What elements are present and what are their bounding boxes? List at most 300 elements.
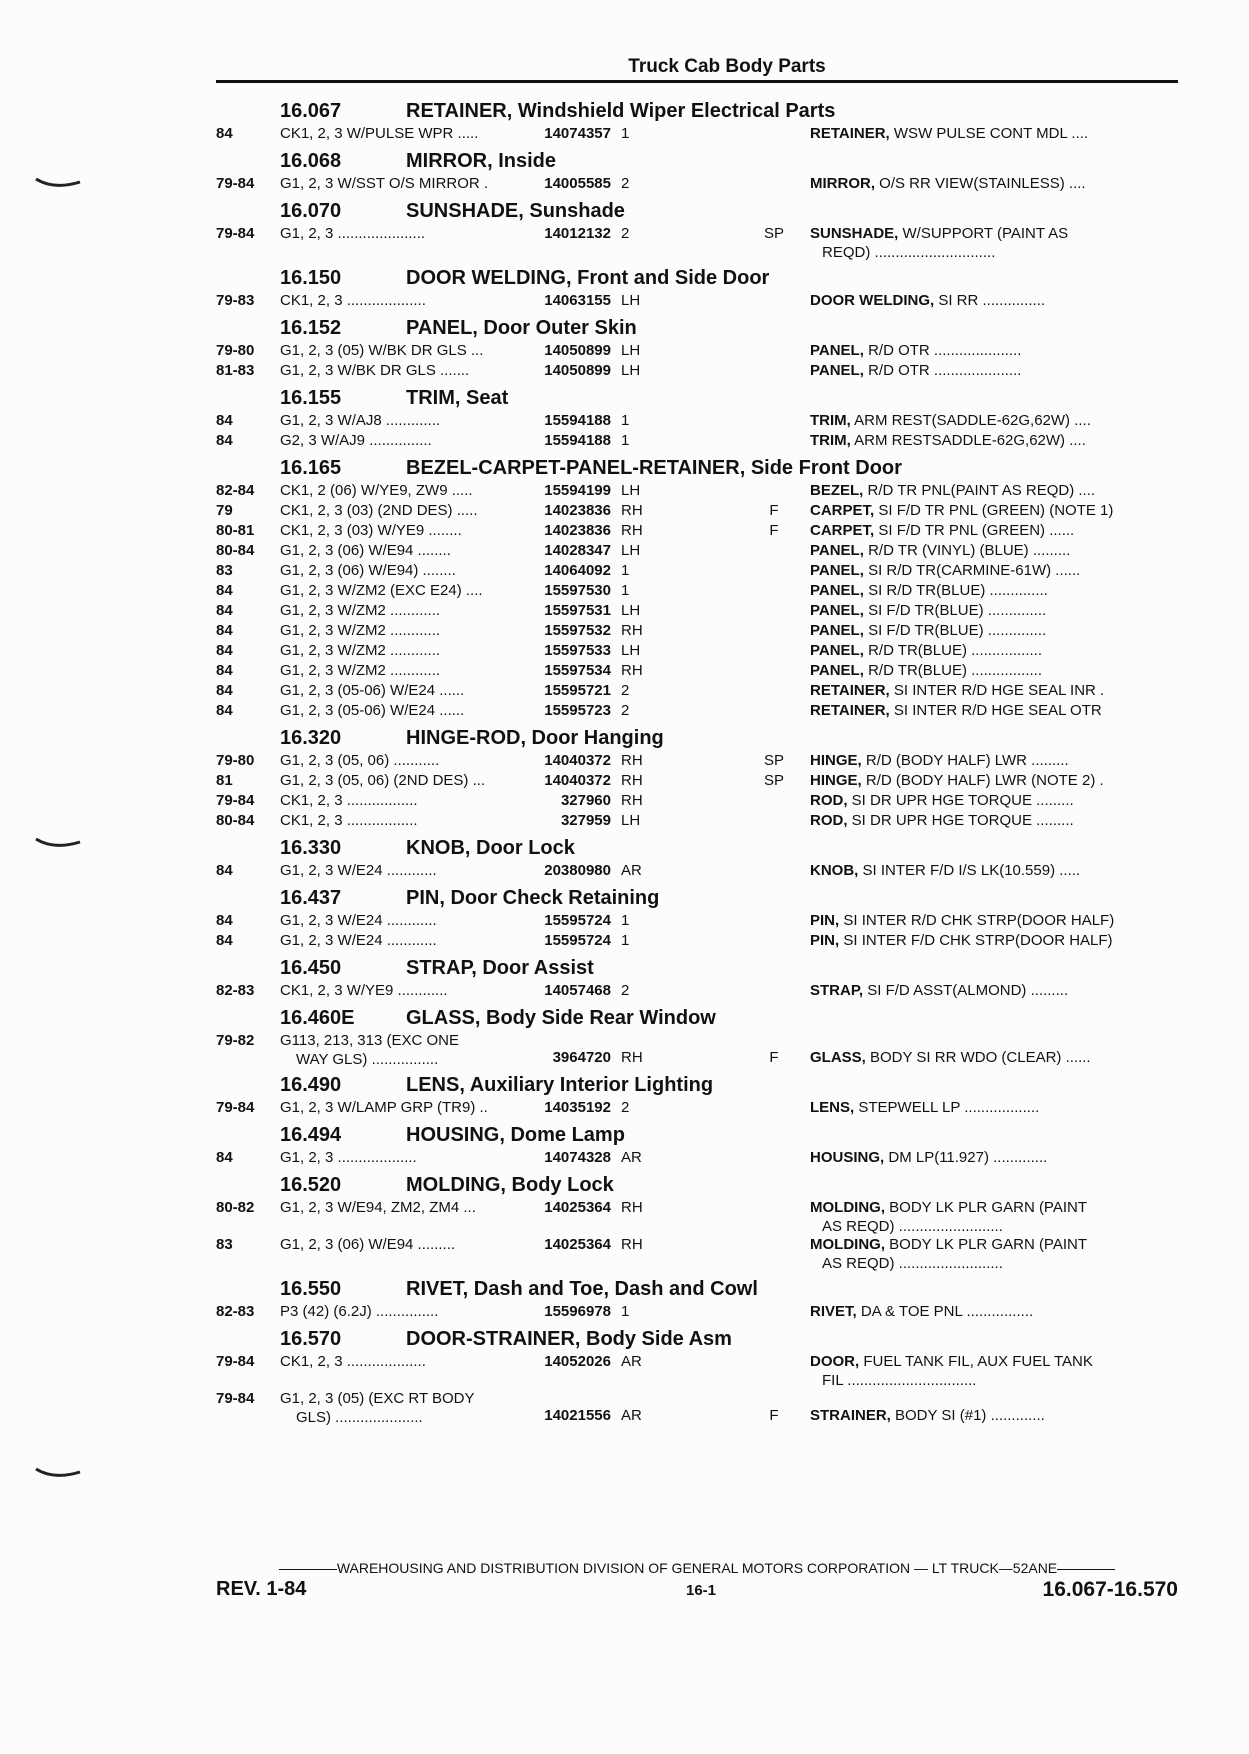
quantity: AR	[621, 862, 642, 879]
quantity: LH	[621, 292, 641, 309]
section-title: MOLDING, Body Lock	[406, 1174, 614, 1196]
usage-description: CK1, 2, 3 ...................	[280, 292, 426, 309]
part-description	[810, 124, 1180, 143]
part-description	[810, 1406, 1180, 1425]
part-name: BEZEL,	[810, 482, 864, 499]
usage-description: G1, 2, 3 W/ZM2 ............	[280, 602, 441, 619]
quantity: AR	[621, 1149, 642, 1166]
part-number: 3964720	[552, 1049, 611, 1066]
part-name-detail: R/D TR(BLUE) .................	[863, 662, 1042, 679]
section-range: 16.067-16.570	[1042, 1578, 1178, 1601]
model-years: 84	[216, 602, 233, 619]
model-years: 84	[216, 642, 233, 659]
part-name: RIVET,	[810, 1303, 857, 1320]
section-title: MIRROR, Inside	[406, 150, 557, 172]
part-name-detail: SI INTER F/D I/S LK(10.559) .....	[858, 862, 1081, 879]
section-number: 16.490	[280, 1074, 342, 1096]
part-name-detail: AS REQD) .........................	[822, 1255, 1003, 1272]
part-number: 14023836	[544, 522, 611, 539]
part-number: 15595724	[544, 912, 611, 929]
part-description	[810, 581, 1180, 600]
part-number: 15597533	[544, 642, 611, 659]
section-heading	[216, 1072, 1178, 1098]
quantity: 1	[621, 582, 630, 599]
part-name-detail: R/D (BODY HALF) LWR .........	[861, 752, 1069, 769]
usage-description: G1, 2, 3 W/E24 ............	[280, 932, 437, 949]
quantity: LH	[621, 342, 641, 359]
model-years: 82-83	[216, 1303, 255, 1320]
part-description	[810, 1098, 1180, 1117]
usage-description: G1, 2, 3 (05) W/BK DR GLS ...	[280, 342, 484, 359]
part-name: DOOR WELDING,	[810, 292, 935, 309]
usage-description: G1, 2, 3 W/ZM2 ............	[280, 642, 441, 659]
part-name-detail: SI R/D TR(CARMINE-61W) ......	[863, 562, 1081, 579]
part-name-detail: SI INTER R/D HGE SEAL OTR	[889, 702, 1102, 719]
part-row	[216, 1198, 1178, 1235]
section-title: HOUSING, Dome Lamp	[406, 1124, 625, 1146]
header-rule	[216, 80, 1178, 83]
part-name-detail: BODY LK PLR GARN (PAINT	[885, 1199, 1087, 1216]
quantity: RH	[621, 1049, 643, 1066]
quantity: 1	[621, 932, 630, 949]
section-heading	[216, 98, 1178, 124]
part-name-detail: R/D OTR .....................	[863, 342, 1022, 359]
part-name-detail: W/SUPPORT (PAINT AS	[898, 225, 1069, 242]
part-name-detail: SI F/D TR(BLUE) ..............	[863, 602, 1047, 619]
part-name: DOOR,	[810, 1353, 860, 1370]
section-heading	[216, 1172, 1178, 1198]
part-number: 14012132	[544, 225, 611, 242]
part-name: SUNSHADE,	[810, 225, 899, 242]
usage-description: G1, 2, 3 W/AJ8 .............	[280, 412, 441, 429]
part-name: STRAINER,	[810, 1407, 891, 1424]
quantity: LH	[621, 642, 641, 659]
part-name: TRIM,	[810, 412, 851, 429]
model-years: 79-84	[216, 1353, 255, 1370]
part-number: 14023836	[544, 502, 611, 519]
section-heading	[216, 835, 1178, 861]
section-title: KNOB, Door Lock	[406, 837, 575, 859]
quantity: RH	[621, 622, 643, 639]
part-name-detail: BODY SI RR WDO (CLEAR) ......	[865, 1049, 1091, 1066]
part-number: 14050899	[544, 342, 611, 359]
part-row	[216, 601, 1178, 621]
part-number: 14074328	[544, 1149, 611, 1166]
part-description	[810, 661, 1180, 680]
part-name-detail: DA & TOE PNL ................	[856, 1303, 1034, 1320]
section-title: PIN, Door Check Retaining	[406, 887, 660, 909]
quantity: 2	[621, 175, 630, 192]
usage-description: G1, 2, 3 W/E94, ZM2, ZM4 ...	[280, 1199, 476, 1216]
quantity: RH	[621, 662, 643, 679]
part-number: 15594199	[544, 482, 611, 499]
part-row	[216, 641, 1178, 661]
quantity: 2	[621, 982, 630, 999]
usage-description: CK1, 2, 3 W/YE9 ............	[280, 982, 448, 999]
part-row	[216, 681, 1178, 701]
section-title: HINGE-ROD, Door Hanging	[406, 727, 664, 749]
usage-description: P3 (42) (6.2J) ...............	[280, 1303, 439, 1320]
usage-description: G1, 2, 3 W/ZM2 ............	[280, 662, 441, 679]
part-name: PANEL,	[810, 642, 864, 659]
part-name-detail: SI INTER R/D CHK STRP(DOOR HALF)	[839, 912, 1115, 929]
part-row	[216, 561, 1178, 581]
part-name: PANEL,	[810, 582, 864, 599]
part-name-detail: ARM REST(SADDLE-62G,62W) ....	[850, 412, 1091, 429]
quantity: 2	[621, 225, 630, 242]
part-name-detail: SI F/D TR(BLUE) ..............	[863, 622, 1047, 639]
part-name: RETAINER,	[810, 125, 890, 142]
section-number: 16.570	[280, 1328, 342, 1350]
model-years: 79-84	[216, 1390, 255, 1407]
part-name-detail: WSW PULSE CONT MDL ....	[889, 125, 1089, 142]
part-row	[216, 981, 1178, 1001]
source-code: SP	[763, 752, 784, 769]
part-name-detail: SI DR UPR HGE TORQUE .........	[847, 792, 1074, 809]
part-row	[216, 124, 1178, 144]
usage-description: CK1, 2, 3 .................	[280, 792, 418, 809]
part-row	[216, 521, 1178, 541]
part-name: CARPET,	[810, 522, 875, 539]
part-name-detail: STEPWELL LP ..................	[854, 1099, 1040, 1116]
part-description	[810, 1148, 1180, 1167]
quantity: LH	[621, 602, 641, 619]
part-number: 15597530	[544, 582, 611, 599]
usage-description: CK1, 2, 3 W/PULSE WPR .....	[280, 125, 479, 142]
section-number: 16.067	[280, 100, 342, 122]
quantity: LH	[621, 542, 641, 559]
part-number: 14005585	[544, 175, 611, 192]
usage-description: G1, 2, 3 (05-06) W/E24 ......	[280, 702, 465, 719]
model-years: 81	[216, 772, 233, 789]
part-name-detail: R/D TR PNL(PAINT AS REQD) ....	[863, 482, 1096, 499]
quantity: RH	[621, 1199, 643, 1216]
source-code: SP	[763, 772, 784, 789]
part-number: 327960	[560, 792, 611, 809]
usage-description: G1, 2, 3 W/E24 ............	[280, 862, 437, 879]
model-years: 84	[216, 702, 233, 719]
part-number: 20380980	[544, 862, 611, 879]
page-number: 16-1	[686, 1582, 717, 1599]
section-number: 16.550	[280, 1278, 342, 1300]
quantity: LH	[621, 482, 641, 499]
part-name-detail: AS REQD) .........................	[822, 1218, 1003, 1235]
usage-description: G1, 2, 3 (06) W/E94) ........	[280, 562, 456, 579]
usage-description: G1, 2, 3 W/SST O/S MIRROR .	[280, 175, 489, 192]
part-name-detail: SI INTER R/D HGE SEAL INR .	[889, 682, 1105, 699]
section-number: 16.155	[280, 387, 342, 409]
part-name: RETAINER,	[810, 702, 890, 719]
source-code: F	[769, 1049, 779, 1066]
section-title: SUNSHADE, Sunshade	[406, 200, 625, 222]
part-row	[216, 341, 1178, 361]
part-description	[810, 701, 1180, 720]
part-name-detail: SI RR ...............	[934, 292, 1046, 309]
part-name-detail: FIL ...............................	[822, 1372, 977, 1389]
part-name-detail: SI R/D TR(BLUE) ..............	[863, 582, 1048, 599]
model-years: 84	[216, 932, 233, 949]
section-number: 16.068	[280, 150, 342, 172]
model-years: 82-84	[216, 482, 255, 499]
usage-description: CK1, 2, 3 (03) W/YE9 ........	[280, 522, 462, 539]
model-years: 83	[216, 1236, 233, 1253]
model-years: 80-82	[216, 1199, 255, 1216]
section-title: LENS, Auxiliary Interior Lighting	[406, 1074, 714, 1096]
part-row	[216, 751, 1178, 771]
revision-label: REV. 1-84	[216, 1578, 307, 1600]
part-name-detail: ARM RESTSADDLE-62G,62W) ....	[850, 432, 1086, 449]
part-number: 15595724	[544, 932, 611, 949]
part-description	[810, 931, 1180, 950]
part-name-detail: DM LP(11.927) .............	[884, 1149, 1048, 1166]
part-name: HINGE,	[810, 772, 862, 789]
part-name-detail: FUEL TANK FIL, AUX FUEL TANK	[859, 1353, 1093, 1370]
part-row	[216, 1302, 1178, 1322]
source-code: F	[769, 502, 779, 519]
part-name: KNOB,	[810, 862, 859, 879]
section-number: 16.460E	[280, 1007, 355, 1029]
part-row	[216, 411, 1178, 431]
part-name: PIN,	[810, 912, 840, 929]
quantity: RH	[621, 792, 643, 809]
page-title: Truck Cab Body Parts	[628, 56, 826, 77]
quantity: AR	[621, 1407, 642, 1424]
model-years: 84	[216, 125, 233, 142]
part-description	[810, 811, 1180, 830]
model-years: 79-80	[216, 752, 255, 769]
section-title: RIVET, Dash and Toe, Dash and Cowl	[406, 1278, 758, 1300]
usage-description: G113, 213, 313 (EXC ONE WAY GLS) ................	[280, 1032, 459, 1068]
section-title: BEZEL-CARPET-PANEL-RETAINER, Side Front Door	[406, 457, 902, 479]
section-heading	[216, 725, 1178, 751]
part-description	[810, 621, 1180, 640]
model-years: 84	[216, 662, 233, 679]
footer-credit: WAREHOUSING AND DISTRIBUTION DIVISION OF GENERAL MOTORS CORPORATION — LT TRUCK—52ANE	[216, 1560, 1178, 1576]
section-number: 16.320	[280, 727, 342, 749]
part-description	[810, 521, 1180, 540]
section-heading	[216, 885, 1178, 911]
usage-description: CK1, 2, 3 (03) (2ND DES) .....	[280, 502, 478, 519]
section-number: 16.152	[280, 317, 342, 339]
quantity: 2	[621, 1099, 630, 1116]
part-description	[810, 981, 1180, 1000]
quantity: 1	[621, 125, 630, 142]
part-name: PANEL,	[810, 602, 864, 619]
section-title: RETAINER, Windshield Wiper Electrical Parts	[406, 100, 836, 122]
section-title: DOOR WELDING, Front and Side Door	[406, 267, 770, 289]
part-number: 15595723	[544, 702, 611, 719]
part-row	[216, 541, 1178, 561]
model-years: 81-83	[216, 362, 255, 379]
section-heading	[216, 1122, 1178, 1148]
part-description	[810, 431, 1180, 450]
part-number: 327959	[560, 812, 611, 829]
part-description	[810, 501, 1180, 520]
binder-punch-mark	[34, 836, 82, 850]
part-number: 14074357	[544, 125, 611, 142]
usage-description: G1, 2, 3 ...................	[280, 1149, 417, 1166]
part-number: 14063155	[544, 292, 611, 309]
part-row	[216, 1235, 1178, 1272]
model-years: 80-84	[216, 812, 255, 829]
usage-description: G1, 2, 3 (06) W/E94 .........	[280, 1236, 456, 1253]
part-name-detail: SI F/D ASST(ALMOND) .........	[863, 982, 1069, 999]
model-years: 84	[216, 432, 233, 449]
part-name-detail: SI F/D TR PNL (GREEN) ......	[874, 522, 1075, 539]
part-number: 15596978	[544, 1303, 611, 1320]
source-code: SP	[763, 225, 784, 242]
part-row	[216, 811, 1178, 831]
part-row	[216, 911, 1178, 931]
part-name: CARPET,	[810, 502, 875, 519]
part-name: STRAP,	[810, 982, 864, 999]
model-years: 84	[216, 412, 233, 429]
part-row	[216, 931, 1178, 951]
section-number: 16.330	[280, 837, 342, 859]
part-number: 14052026	[544, 1353, 611, 1370]
quantity: RH	[621, 1236, 643, 1253]
part-name: RETAINER,	[810, 682, 890, 699]
usage-description: G1, 2, 3 (06) W/E94 ........	[280, 542, 451, 559]
part-description	[810, 341, 1180, 360]
model-years: 80-84	[216, 542, 255, 559]
part-description	[810, 641, 1180, 660]
part-row	[216, 431, 1178, 451]
part-description	[810, 291, 1180, 310]
part-row	[216, 581, 1178, 601]
usage-description: G1, 2, 3 W/E24 ............	[280, 912, 437, 929]
quantity: RH	[621, 752, 643, 769]
part-name-detail: R/D OTR .....................	[863, 362, 1022, 379]
part-name: PIN,	[810, 932, 840, 949]
part-name: TRIM,	[810, 432, 851, 449]
source-code: F	[769, 522, 779, 539]
part-number: 15597531	[544, 602, 611, 619]
binder-punch-mark	[34, 176, 82, 190]
model-years: 82-83	[216, 982, 255, 999]
part-name-detail: R/D TR (VINYL) (BLUE) .........	[863, 542, 1071, 559]
section-title: PANEL, Door Outer Skin	[406, 317, 637, 339]
part-name: GLASS,	[810, 1049, 866, 1066]
part-number: 15595721	[544, 682, 611, 699]
part-number: 14050899	[544, 362, 611, 379]
usage-description: G1, 2, 3 W/ZM2 ............	[280, 622, 441, 639]
usage-description: CK1, 2 (06) W/YE9, ZW9 .....	[280, 482, 473, 499]
part-name: MOLDING,	[810, 1199, 885, 1216]
model-years: 79-80	[216, 342, 255, 359]
part-row	[216, 621, 1178, 641]
usage-description: G1, 2, 3 W/LAMP GRP (TR9) ..	[280, 1099, 488, 1116]
page-header	[216, 56, 1178, 78]
model-years: 84	[216, 622, 233, 639]
usage-description: G1, 2, 3 (05-06) W/E24 ......	[280, 682, 465, 699]
section-heading	[216, 455, 1178, 481]
model-years: 79-84	[216, 1099, 255, 1116]
part-description	[810, 361, 1180, 380]
part-description	[810, 1198, 1180, 1236]
part-name-detail: BODY SI (#1) .............	[890, 1407, 1045, 1424]
part-row	[216, 1098, 1178, 1118]
usage-description: G1, 2, 3 .....................	[280, 225, 426, 242]
part-row	[216, 701, 1178, 721]
section-heading	[216, 1326, 1178, 1352]
usage-description: G1, 2, 3 (05, 06) (2ND DES) ...	[280, 772, 486, 789]
part-description	[810, 481, 1180, 500]
model-years: 79	[216, 502, 233, 519]
part-row	[216, 224, 1178, 261]
quantity: 2	[621, 682, 630, 699]
quantity: LH	[621, 362, 641, 379]
part-name: ROD,	[810, 792, 848, 809]
part-number: 15597534	[544, 662, 611, 679]
usage-description: CK1, 2, 3 .................	[280, 812, 418, 829]
part-name: LENS,	[810, 1099, 855, 1116]
part-description	[810, 1235, 1180, 1273]
part-name-detail: R/D TR(BLUE) .................	[863, 642, 1042, 659]
model-years: 84	[216, 912, 233, 929]
part-name: MIRROR,	[810, 175, 875, 192]
part-description	[810, 791, 1180, 810]
model-years: 84	[216, 1149, 233, 1166]
part-name-detail: SI F/D TR PNL (GREEN) (NOTE 1)	[874, 502, 1114, 519]
part-description	[810, 411, 1180, 430]
part-number: 14057468	[544, 982, 611, 999]
part-name: PANEL,	[810, 562, 864, 579]
usage-description: G1, 2, 3 (05, 06) ...........	[280, 752, 440, 769]
model-years: 83	[216, 562, 233, 579]
section-title: TRIM, Seat	[406, 387, 509, 409]
part-row	[216, 174, 1178, 194]
part-name: PANEL,	[810, 622, 864, 639]
model-years: 79-83	[216, 292, 255, 309]
part-name-detail: O/S RR VIEW(STAINLESS) ....	[875, 175, 1086, 192]
part-row	[216, 1031, 1178, 1068]
part-name: PANEL,	[810, 342, 864, 359]
section-heading	[216, 198, 1178, 224]
part-name-detail: R/D (BODY HALF) LWR (NOTE 2) .	[861, 772, 1104, 789]
quantity: LH	[621, 812, 641, 829]
model-years: 80-81	[216, 522, 255, 539]
usage-description: G1, 2, 3 (05) (EXC RT BODY GLS) .....................	[280, 1390, 475, 1426]
parts-catalog	[216, 94, 1178, 1426]
part-number: 14021556	[544, 1407, 611, 1424]
section-number: 16.437	[280, 887, 342, 909]
section-number: 16.520	[280, 1174, 342, 1196]
section-number: 16.450	[280, 957, 342, 979]
part-number: 15597532	[544, 622, 611, 639]
part-number: 14040372	[544, 752, 611, 769]
section-heading	[216, 955, 1178, 981]
model-years: 84	[216, 862, 233, 879]
section-heading	[216, 1005, 1178, 1031]
part-description	[810, 601, 1180, 620]
quantity: 1	[621, 412, 630, 429]
usage-description: G2, 3 W/AJ9 ...............	[280, 432, 432, 449]
section-number: 16.070	[280, 200, 342, 222]
quantity: 1	[621, 1303, 630, 1320]
part-name-detail: BODY LK PLR GARN (PAINT	[885, 1236, 1087, 1253]
part-description	[810, 861, 1180, 880]
usage-description: G1, 2, 3 W/BK DR GLS .......	[280, 362, 470, 379]
part-row	[216, 791, 1178, 811]
quantity: 1	[621, 912, 630, 929]
part-number: 14025364	[544, 1236, 611, 1253]
part-description	[810, 561, 1180, 580]
quantity: RH	[621, 502, 643, 519]
part-row	[216, 1352, 1178, 1389]
section-title: STRAP, Door Assist	[406, 957, 594, 979]
section-title: GLASS, Body Side Rear Window	[406, 1007, 716, 1029]
